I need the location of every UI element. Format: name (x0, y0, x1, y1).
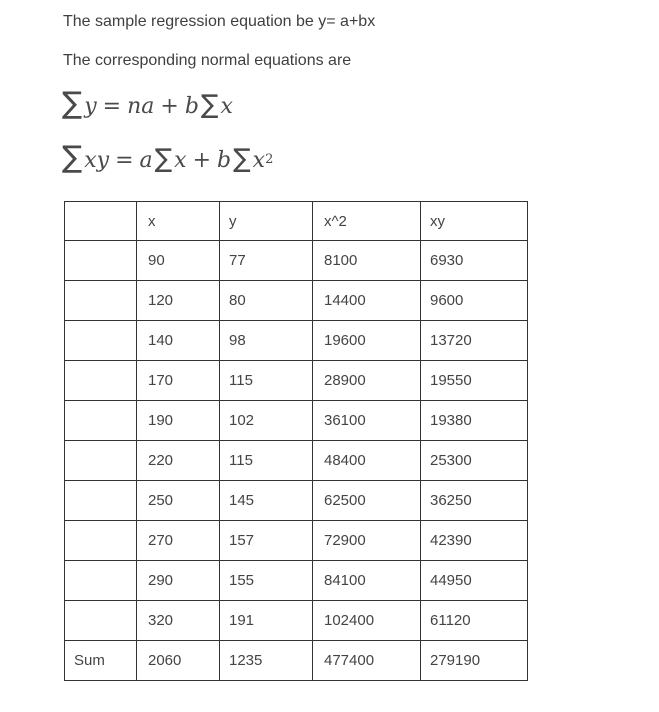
eq1-plus: + (160, 94, 179, 119)
table-cell: 279190 (421, 641, 528, 681)
table-cell (65, 441, 137, 481)
table-row (65, 441, 528, 481)
table-cell: 115 (220, 441, 313, 481)
table-cell: 477400 (313, 641, 421, 681)
table-cell: 42390 (421, 521, 528, 561)
table-cell: 2060 (137, 641, 220, 681)
table-cell (65, 281, 137, 321)
table-cell: 13720 (421, 321, 528, 361)
table-cell: 191 (220, 601, 313, 641)
table-cell (65, 521, 137, 561)
table-cell: 61120 (421, 601, 528, 641)
table-cell: 98 (220, 321, 313, 361)
table-cell: 19550 (421, 361, 528, 401)
table-row (65, 601, 528, 641)
eq2-a: a (139, 148, 153, 173)
table-cell: 62500 (313, 481, 421, 521)
table-cell: 25300 (421, 441, 528, 481)
table-cell: 8100 (313, 241, 421, 281)
table-row (65, 561, 528, 601)
table-cell: 190 (137, 401, 220, 441)
table-cell: Sum (65, 641, 137, 681)
table-cell: 155 (220, 561, 313, 601)
table-cell: 120 (137, 281, 220, 321)
table-cell: 36250 (421, 481, 528, 521)
table-cell: 145 (220, 481, 313, 521)
table-cell: 90 (137, 241, 220, 281)
sigma-symbol: ∑ (200, 90, 219, 120)
table-cell: 157 (220, 521, 313, 561)
table-cell: 250 (137, 481, 220, 521)
eq2-exponent: 2 (265, 152, 274, 167)
table-header-cell: xy (421, 202, 528, 241)
table-row (65, 361, 528, 401)
eq1-x: x (220, 94, 233, 119)
table-cell: 19600 (313, 321, 421, 361)
table-cell: 36100 (313, 401, 421, 441)
table-cell: 290 (137, 561, 220, 601)
sigma-symbol: ∑ (154, 144, 173, 174)
intro-text: The sample regression equation be y= a+bx (63, 13, 376, 30)
eq2-equals: = (115, 148, 134, 173)
table-cell: 170 (137, 361, 220, 401)
eq1-na: na (127, 94, 155, 119)
table-header-cell: x^2 (313, 202, 421, 241)
sigma-symbol: ∑ (233, 144, 251, 174)
table-cell: 80 (220, 281, 313, 321)
table-cell: 102 (220, 401, 313, 441)
eq1-equals: = (102, 94, 122, 119)
eq2-x: x (174, 148, 187, 173)
table-row (65, 481, 528, 521)
table-row (65, 401, 528, 441)
table-row (65, 521, 528, 561)
table-row (65, 281, 528, 321)
table-cell: 44950 (421, 561, 528, 601)
table-cell: 6930 (421, 241, 528, 281)
table-cell (65, 401, 137, 441)
eq2-xy: xy (84, 148, 110, 173)
table-cell: 220 (137, 441, 220, 481)
table-cell (65, 241, 137, 281)
table-cell: 320 (137, 601, 220, 641)
regression-table (64, 201, 528, 681)
table-cell: 77 (220, 241, 313, 281)
eq1-b: b (184, 94, 199, 119)
table-cell (65, 361, 137, 401)
table-row (65, 641, 528, 681)
table-cell: 72900 (313, 521, 421, 561)
eq2-plus: + (192, 148, 212, 173)
sigma-symbol: ∑ (62, 140, 83, 175)
table-cell (65, 601, 137, 641)
table-cell (65, 481, 137, 521)
normal-equation-1 (62, 86, 233, 121)
table-cell: 84100 (313, 561, 421, 601)
table-row (65, 321, 528, 361)
table-cell: 9600 (421, 281, 528, 321)
table-header-cell: x (137, 202, 220, 241)
table-header-row (65, 202, 528, 241)
table-cell: 102400 (313, 601, 421, 641)
normal-equations-intro: The corresponding normal equations are (63, 52, 352, 69)
table-header-cell (65, 202, 137, 241)
table-cell: 19380 (421, 401, 528, 441)
eq2-x-squared: x (252, 148, 266, 173)
table-cell (65, 561, 137, 601)
table-cell: 270 (137, 521, 220, 561)
normal-equation-2 (62, 140, 273, 175)
table-cell: 140 (137, 321, 220, 361)
table-header-cell: y (220, 202, 313, 241)
eq2-b: b (217, 148, 232, 173)
table-cell: 28900 (313, 361, 421, 401)
table-cell: 1235 (220, 641, 313, 681)
table-cell: 115 (220, 361, 313, 401)
eq1-y: y (84, 94, 97, 119)
table-row (65, 241, 528, 281)
table-cell: 48400 (313, 441, 421, 481)
table-cell (65, 321, 137, 361)
table-cell: 14400 (313, 281, 421, 321)
sigma-symbol: ∑ (62, 86, 83, 121)
